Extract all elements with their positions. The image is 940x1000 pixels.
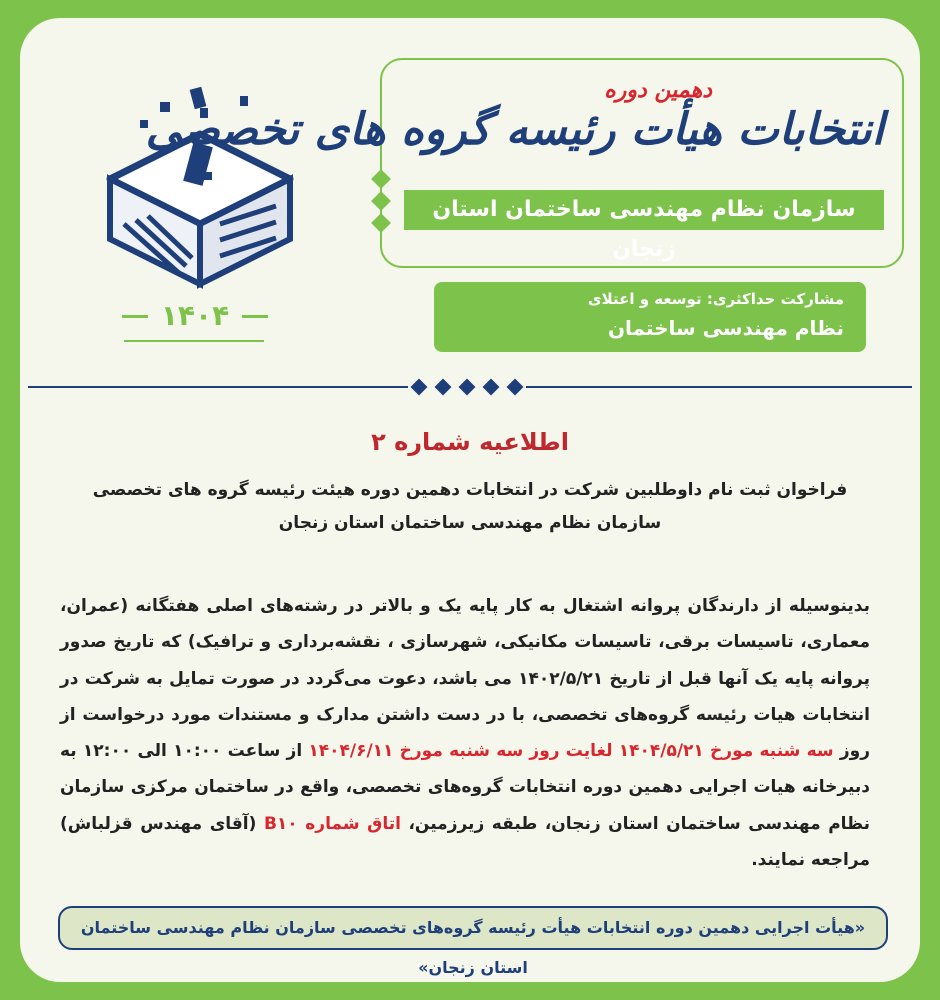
edition-label: دهمین دوره <box>604 78 712 103</box>
year-label: ۱۴۰۴ <box>130 298 260 334</box>
organization-strip <box>404 190 884 262</box>
announcement-title: اطلاعیه شماره ۲ <box>371 428 569 456</box>
body-text-2: از ساعت ۱۰:۰۰ الی ۱۲:۰۰ به دبیرخانه هیات اجرایی دهمین دوره انتخابات گروه‌های تخصصی، واقع در ساختمان مرکزی سازمان نظام مهندسی ساختمان استان زنجان، طبقه زیرزمین، <box>60 741 871 834</box>
diamond-icon <box>411 379 428 396</box>
diamond-icon <box>435 379 452 396</box>
divider-ornament <box>408 378 526 396</box>
diamond-icon <box>507 379 524 396</box>
election-title: انتخابات هیأت رئیسه گروه های تخصصی <box>145 104 884 155</box>
diamond-icon <box>371 191 391 211</box>
election-title-box <box>145 58 904 268</box>
slogan-box <box>434 282 866 352</box>
body-text-1: بدینوسیله از دارندگان پروانه اشتغال به کار پایه یک و بالاتر در رشته‌های اصلی هفتگانه (عمران، معماری، تاسیسات برقی، تاسیسات مکانیکی، شهرسازی ، نقشه‌برداری و ترافیک) که تاریخ صدور پروانه پایه یک آنها قبل از تاریخ ۱۴۰۲/۵/۲۱ می باشد، دعوت می‌گردد در صورت تمایل به شرکت در انتخابات هیات رئیسه گروه‌های تخصصی، با در دست داشتن مدارک و مستندات مورد درخواست از روز <box>60 596 870 762</box>
organization-name: سازمان نظام مهندسی ساختمان استان زنجان <box>432 197 856 262</box>
diamond-icon <box>371 169 391 189</box>
signature-footer: «هیأت اجرایی دهمین دوره انتخابات هیأت رئیسه گروه‌های تخصصی سازمان نظام مهندسی ساختمان استان زنجان» <box>58 906 888 950</box>
year-underline <box>124 340 264 342</box>
diamond-icon <box>483 379 500 396</box>
diamond-icon <box>371 213 391 233</box>
registration-dates: سه شنبه مورخ ۱۴۰۴/۵/۲۱ لغایت روز سه شنبه مورخ ۱۴۰۴/۶/۱۱ <box>308 741 834 762</box>
body-text-3: (آقای مهندس قزلباش) مراجعه نمایند. <box>60 813 870 871</box>
room-number: اتاق شماره B۱۰ <box>263 813 401 834</box>
slogan-line-1: مشارکت حداکثری: توسعه و اعتلای <box>587 290 844 308</box>
poster-card <box>20 18 920 982</box>
announcement-body <box>60 588 870 878</box>
diamond-icon <box>459 379 476 396</box>
announcement-subtitle: فراخوان ثبت نام داوطلبین شرکت در انتخابات دهمین دوره هیئت رئیسه گروه های تخصصی سازمان نظام مهندسی ساختمان استان زنجان <box>92 480 848 533</box>
slogan-line-2: نظام مهندسی ساختمان <box>607 316 844 340</box>
